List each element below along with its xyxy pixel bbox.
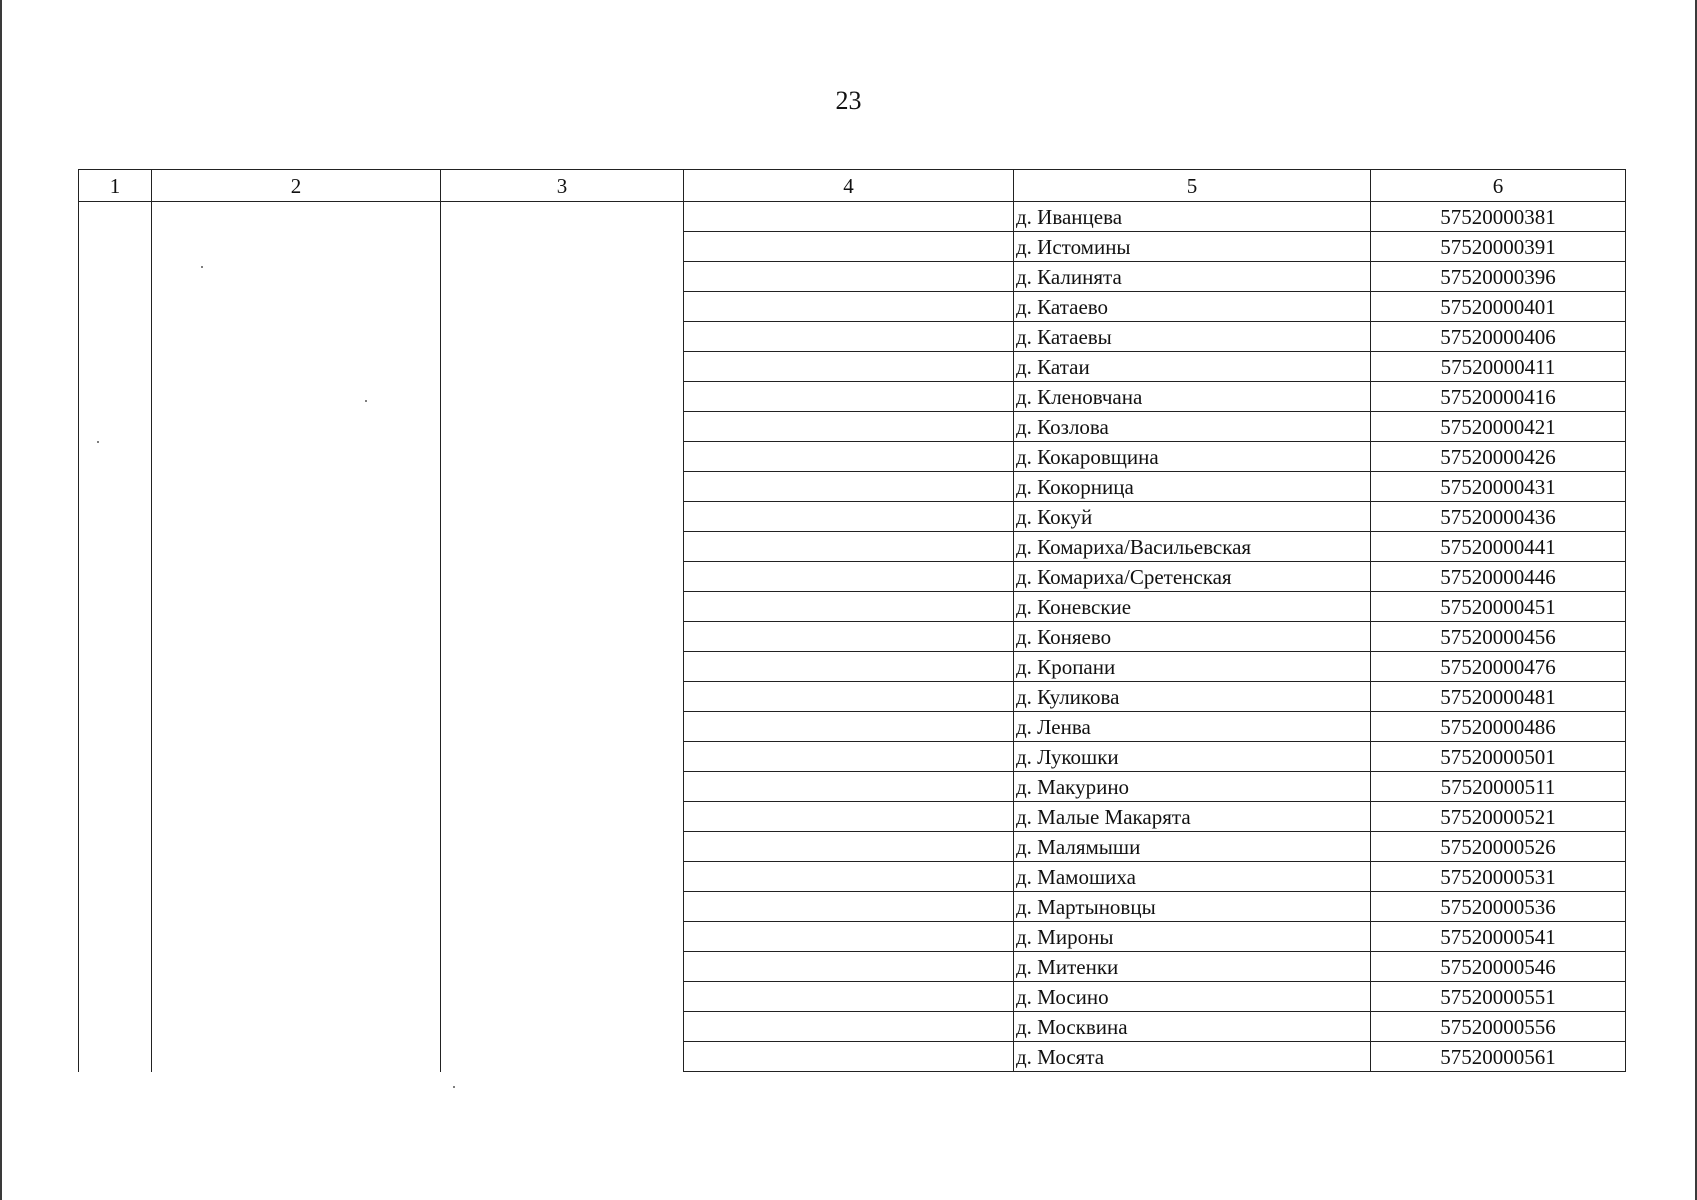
settlement-code: 57520000381 [1371, 202, 1626, 232]
settlement-code: 57520000526 [1371, 832, 1626, 862]
settlement-code: 57520000451 [1371, 592, 1626, 622]
settlement-code: 57520000511 [1371, 772, 1626, 802]
settlement-code: 57520000411 [1371, 352, 1626, 382]
column-4-cell [684, 232, 1014, 262]
column-header-2: 2 [152, 170, 441, 202]
settlement-name: д. Мартыновцы [1014, 892, 1371, 922]
column-4-cell [684, 322, 1014, 352]
settlement-code: 57520000441 [1371, 532, 1626, 562]
settlement-name: д. Комариха/Васильевская [1014, 532, 1371, 562]
settlement-name: д. Катаевы [1014, 322, 1371, 352]
column-4-cell [684, 622, 1014, 652]
settlement-code: 57520000421 [1371, 412, 1626, 442]
column-4-cell [684, 202, 1014, 232]
scan-speck [453, 1086, 455, 1088]
column-4-cell [684, 892, 1014, 922]
column-header-3: 3 [441, 170, 684, 202]
settlement-code: 57520000561 [1371, 1042, 1626, 1072]
column-4-cell [684, 682, 1014, 712]
column-header-4: 4 [684, 170, 1014, 202]
column-4-cell [684, 562, 1014, 592]
settlement-name: д. Макурино [1014, 772, 1371, 802]
settlement-name: д. Кокуй [1014, 502, 1371, 532]
settlement-code: 57520000401 [1371, 292, 1626, 322]
settlement-name: д. Мосино [1014, 982, 1371, 1012]
column-4-cell [684, 832, 1014, 862]
column-1-cell [79, 202, 152, 1072]
settlement-code: 57520000476 [1371, 652, 1626, 682]
settlement-code: 57520000536 [1371, 892, 1626, 922]
column-4-cell [684, 532, 1014, 562]
settlement-code: 57520000481 [1371, 682, 1626, 712]
column-4-cell [684, 922, 1014, 952]
column-4-cell [684, 1012, 1014, 1042]
settlement-name: д. Кокорница [1014, 472, 1371, 502]
column-4-cell [684, 712, 1014, 742]
column-4-cell [684, 772, 1014, 802]
settlement-name: д. Коневские [1014, 592, 1371, 622]
settlement-code: 57520000436 [1371, 502, 1626, 532]
table-row [79, 202, 1626, 232]
header-row [79, 170, 1626, 202]
settlement-code: 57520000546 [1371, 952, 1626, 982]
settlement-code: 57520000551 [1371, 982, 1626, 1012]
settlement-name: д. Калинята [1014, 262, 1371, 292]
settlement-code: 57520000426 [1371, 442, 1626, 472]
scan-border-left [0, 0, 2, 1200]
settlement-code: 57520000486 [1371, 712, 1626, 742]
settlement-name: д. Кокаровщина [1014, 442, 1371, 472]
settlement-name: д. Катаи [1014, 352, 1371, 382]
column-header-1: 1 [79, 170, 152, 202]
column-4-cell [684, 412, 1014, 442]
column-4-cell [684, 1042, 1014, 1072]
settlement-name: д. Мироны [1014, 922, 1371, 952]
settlement-name: д. Коняево [1014, 622, 1371, 652]
column-4-cell [684, 292, 1014, 322]
settlement-name: д. Истомины [1014, 232, 1371, 262]
settlement-name: д. Митенки [1014, 952, 1371, 982]
column-4-cell [684, 592, 1014, 622]
column-4-cell [684, 472, 1014, 502]
settlement-name: д. Лукошки [1014, 742, 1371, 772]
table-body [79, 202, 1626, 1072]
settlement-code: 57520000556 [1371, 1012, 1626, 1042]
settlement-code: 57520000416 [1371, 382, 1626, 412]
column-4-cell [684, 382, 1014, 412]
settlement-code: 57520000431 [1371, 472, 1626, 502]
column-4-cell [684, 952, 1014, 982]
column-4-cell [684, 442, 1014, 472]
settlement-code: 57520000456 [1371, 622, 1626, 652]
column-4-cell [684, 262, 1014, 292]
column-3-cell [441, 202, 684, 1072]
settlement-code: 57520000541 [1371, 922, 1626, 952]
settlement-name: д. Иванцева [1014, 202, 1371, 232]
settlement-name: д. Козлова [1014, 412, 1371, 442]
settlement-name: д. Куликова [1014, 682, 1371, 712]
settlement-name: д. Мамошиха [1014, 862, 1371, 892]
settlement-code: 57520000521 [1371, 802, 1626, 832]
page-number: 23 [835, 86, 862, 115]
scan-speck [365, 400, 367, 402]
column-4-cell [684, 742, 1014, 772]
column-4-cell [684, 862, 1014, 892]
scan-speck [201, 266, 203, 268]
settlements-table [78, 169, 1626, 1072]
column-4-cell [684, 802, 1014, 832]
column-header-6: 6 [1371, 170, 1626, 202]
settlement-code: 57520000391 [1371, 232, 1626, 262]
settlement-name: д. Кропани [1014, 652, 1371, 682]
column-4-cell [684, 652, 1014, 682]
column-2-cell [152, 202, 441, 1072]
settlement-code: 57520000501 [1371, 742, 1626, 772]
column-4-cell [684, 352, 1014, 382]
column-header-5: 5 [1014, 170, 1371, 202]
settlement-name: д. Малые Макарята [1014, 802, 1371, 832]
settlement-name: д. Катаево [1014, 292, 1371, 322]
settlement-name: д. Ленва [1014, 712, 1371, 742]
scan-speck [97, 441, 99, 443]
column-4-cell [684, 502, 1014, 532]
settlement-name: д. Мосята [1014, 1042, 1371, 1072]
settlement-name: д. Москвина [1014, 1012, 1371, 1042]
settlement-code: 57520000406 [1371, 322, 1626, 352]
settlement-name: д. Кленовчана [1014, 382, 1371, 412]
settlement-name: д. Малямыши [1014, 832, 1371, 862]
settlement-name: д. Комариха/Сретенская [1014, 562, 1371, 592]
settlement-code: 57520000531 [1371, 862, 1626, 892]
table-header [79, 170, 1626, 202]
settlement-code: 57520000396 [1371, 262, 1626, 292]
column-4-cell [684, 982, 1014, 1012]
settlement-code: 57520000446 [1371, 562, 1626, 592]
